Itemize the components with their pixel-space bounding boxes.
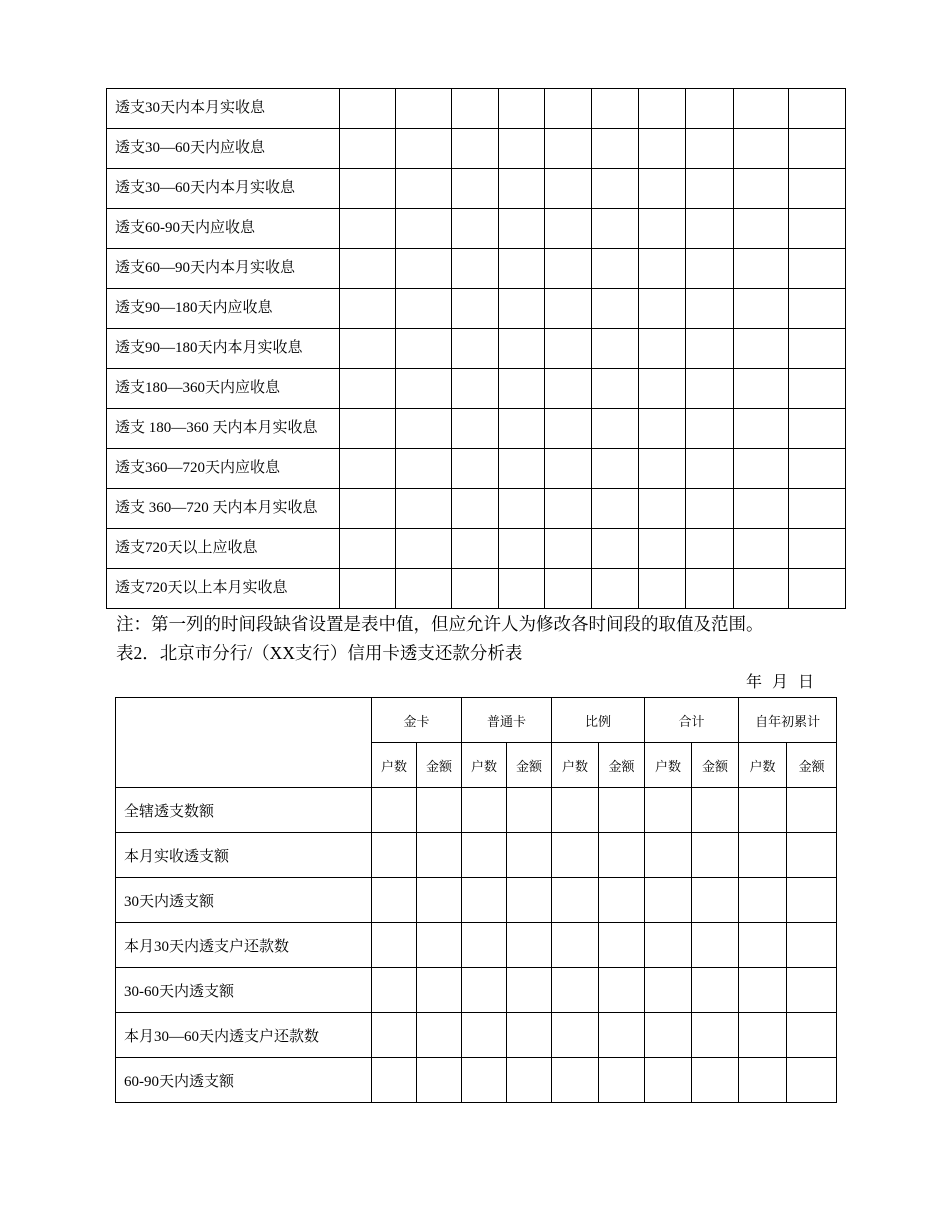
group-header-standard-card: 普通卡 [462,698,552,743]
data-cell [592,529,639,569]
table-row [116,1013,837,1058]
table-row [107,249,846,289]
table-row [107,289,846,329]
data-cell [545,249,592,289]
data-cell [592,129,639,169]
data-cell [340,329,396,369]
row-label: 60-90天内透支额 [116,1058,372,1103]
data-cell [639,529,686,569]
data-cell [340,569,396,609]
data-cell [462,878,507,923]
data-cell [592,449,639,489]
data-cell [552,833,599,878]
data-cell [686,489,734,529]
data-cell [372,1013,417,1058]
row-label: 透支30—60天内应收息 [107,129,340,169]
data-cell [417,833,462,878]
data-cell [340,249,396,289]
data-cell [686,409,734,449]
data-cell [340,289,396,329]
data-cell [462,968,507,1013]
row-label: 透支 180—360 天内本月实收息 [107,409,340,449]
data-cell [499,369,545,409]
data-cell [552,1058,599,1103]
data-cell [592,209,639,249]
subheader-amount: 金额 [692,743,739,788]
data-cell [340,89,396,129]
subheader-amount: 金额 [417,743,462,788]
data-cell [789,409,846,449]
data-cell [599,968,645,1013]
data-cell [599,923,645,968]
data-cell [734,449,789,489]
data-cell [787,923,837,968]
data-cell [507,1058,552,1103]
data-cell [552,788,599,833]
data-cell [417,923,462,968]
data-cell [692,1013,739,1058]
table-row [116,878,837,923]
data-cell [592,409,639,449]
data-cell [545,329,592,369]
data-cell [639,89,686,129]
subheader-amount: 金额 [507,743,552,788]
data-cell [499,169,545,209]
data-cell [452,289,499,329]
data-cell [340,169,396,209]
data-cell [734,569,789,609]
data-cell [452,89,499,129]
data-cell [499,89,545,129]
data-cell [686,569,734,609]
data-cell [372,1058,417,1103]
data-cell [739,833,787,878]
data-cell [462,923,507,968]
data-cell [686,369,734,409]
data-cell [645,923,692,968]
data-cell [639,409,686,449]
data-cell [789,569,846,609]
data-cell [789,209,846,249]
group-header-ytd: 自年初累计 [739,698,837,743]
data-cell [545,129,592,169]
data-cell [417,968,462,1013]
data-cell [499,249,545,289]
data-cell [499,489,545,529]
data-cell [417,788,462,833]
data-cell [686,529,734,569]
data-cell [417,878,462,923]
data-cell [499,529,545,569]
data-cell [599,833,645,878]
data-cell [452,369,499,409]
data-cell [789,89,846,129]
subheader-count: 户数 [645,743,692,788]
data-cell [592,569,639,609]
data-cell [592,329,639,369]
data-cell [686,89,734,129]
data-cell [789,489,846,529]
data-cell [787,788,837,833]
data-cell [645,878,692,923]
data-cell [787,833,837,878]
data-cell [686,209,734,249]
data-cell [507,878,552,923]
subheader-count: 户数 [372,743,417,788]
data-cell [499,409,545,449]
data-cell [552,968,599,1013]
data-cell [499,449,545,489]
data-cell [692,878,739,923]
data-cell [340,369,396,409]
group-header-ratio: 比例 [552,698,645,743]
data-cell [396,569,452,609]
table-row [107,169,846,209]
data-cell [545,529,592,569]
data-cell [507,923,552,968]
data-cell [396,409,452,449]
data-cell [452,409,499,449]
table-note: 注：第一列的时间段缺省设置是表中值，但应允许人为修改各时间段的取值及范围。 [116,614,764,634]
data-cell [692,968,739,1013]
row-label: 透支60—90天内本月实收息 [107,249,340,289]
data-cell [734,529,789,569]
data-cell [645,788,692,833]
data-cell [686,169,734,209]
data-cell [692,788,739,833]
data-cell [452,449,499,489]
data-cell [372,923,417,968]
data-cell [592,369,639,409]
data-cell [686,329,734,369]
data-cell [545,289,592,329]
data-cell [739,923,787,968]
data-cell [552,923,599,968]
data-cell [552,878,599,923]
data-cell [452,249,499,289]
data-cell [545,449,592,489]
data-cell [462,788,507,833]
data-cell [396,449,452,489]
row-label: 透支720天以上本月实收息 [107,569,340,609]
table-row [116,968,837,1013]
row-label: 本月30天内透支户还款数 [116,923,372,968]
data-cell [592,489,639,529]
data-cell [789,249,846,289]
table-row [107,369,846,409]
data-cell [787,968,837,1013]
data-cell [734,329,789,369]
data-cell [639,169,686,209]
data-cell [645,1058,692,1103]
data-cell [645,1013,692,1058]
data-cell [599,788,645,833]
group-header-gold-card: 金卡 [372,698,462,743]
data-cell [507,968,552,1013]
data-cell [787,1058,837,1103]
data-cell [372,968,417,1013]
data-cell [639,569,686,609]
data-cell [396,89,452,129]
data-cell [639,249,686,289]
data-cell [592,169,639,209]
data-cell [692,1058,739,1103]
table2-header-row [116,698,837,743]
data-cell [789,289,846,329]
date-line: 年 月 日 [746,674,815,691]
data-cell [789,369,846,409]
data-cell [462,1013,507,1058]
table-row [107,329,846,369]
row-label: 透支360—720天内应收息 [107,449,340,489]
row-label: 30-60天内透支额 [116,968,372,1013]
data-cell [734,169,789,209]
data-cell [372,833,417,878]
data-cell [734,129,789,169]
table-row [116,923,837,968]
data-cell [645,968,692,1013]
data-cell [787,878,837,923]
data-cell [789,449,846,489]
row-label: 全辖透支数额 [116,788,372,833]
data-cell [396,209,452,249]
data-cell [599,1058,645,1103]
subheader-count: 户数 [462,743,507,788]
overdraft-interest-table [106,88,846,609]
data-cell [499,569,545,609]
data-cell [599,878,645,923]
table-row [116,833,837,878]
data-cell [452,209,499,249]
table-row [107,89,846,129]
data-cell [739,1013,787,1058]
data-cell [692,923,739,968]
data-cell [545,409,592,449]
data-cell [789,169,846,209]
data-cell [452,169,499,209]
table-row [107,209,846,249]
group-header-total: 合计 [645,698,739,743]
data-cell [734,409,789,449]
data-cell [396,129,452,169]
data-cell [639,289,686,329]
data-cell [499,289,545,329]
repayment-analysis-table [115,697,837,1103]
data-cell [552,1013,599,1058]
subheader-count: 户数 [552,743,599,788]
data-cell [340,409,396,449]
row-label: 透支180—360天内应收息 [107,369,340,409]
table-row [107,129,846,169]
row-label: 透支 360—720 天内本月实收息 [107,489,340,529]
data-cell [507,833,552,878]
table-row [107,569,846,609]
data-cell [692,833,739,878]
row-label: 本月30—60天内透支户还款数 [116,1013,372,1058]
data-cell [372,878,417,923]
data-cell [499,209,545,249]
data-cell [592,249,639,289]
subheader-count: 户数 [739,743,787,788]
row-label: 透支90—180天内应收息 [107,289,340,329]
data-cell [734,249,789,289]
data-cell [340,129,396,169]
row-label: 透支90—180天内本月实收息 [107,329,340,369]
data-cell [545,569,592,609]
data-cell [639,369,686,409]
row-label: 透支720天以上应收息 [107,529,340,569]
table2-corner-cell [116,698,372,788]
data-cell [734,289,789,329]
data-cell [396,489,452,529]
row-label: 透支30天内本月实收息 [107,89,340,129]
data-cell [739,878,787,923]
data-cell [545,169,592,209]
data-cell [499,329,545,369]
subheader-amount: 金额 [787,743,837,788]
data-cell [639,329,686,369]
data-cell [734,89,789,129]
data-cell [396,529,452,569]
data-cell [739,968,787,1013]
data-cell [340,449,396,489]
data-cell [462,833,507,878]
data-cell [599,1013,645,1058]
data-cell [739,788,787,833]
row-label: 本月实收透支额 [116,833,372,878]
data-cell [645,833,692,878]
data-cell [686,129,734,169]
data-cell [417,1058,462,1103]
table-row [116,1058,837,1103]
data-cell [340,489,396,529]
data-cell [499,129,545,169]
data-cell [734,369,789,409]
data-cell [417,1013,462,1058]
data-cell [639,449,686,489]
data-cell [592,89,639,129]
data-cell [396,369,452,409]
data-cell [789,329,846,369]
data-cell [739,1058,787,1103]
data-cell [396,329,452,369]
data-cell [396,169,452,209]
table2-title: 表2．北京市分行/（XX支行）信用卡透支还款分析表 [116,643,523,663]
data-cell [452,329,499,369]
data-cell [545,89,592,129]
data-cell [592,289,639,329]
table-row [116,788,837,833]
subheader-amount: 金额 [599,743,645,788]
data-cell [396,289,452,329]
data-cell [507,788,552,833]
data-cell [340,529,396,569]
data-cell [396,249,452,289]
data-cell [452,529,499,569]
row-label: 30天内透支额 [116,878,372,923]
data-cell [452,569,499,609]
data-cell [686,289,734,329]
data-cell [789,129,846,169]
data-cell [686,249,734,289]
data-cell [452,129,499,169]
table-row [107,449,846,489]
data-cell [734,209,789,249]
table-row [107,489,846,529]
data-cell [639,129,686,169]
data-cell [686,449,734,489]
data-cell [545,489,592,529]
table-row [107,409,846,449]
data-cell [639,489,686,529]
row-label: 透支60-90天内应收息 [107,209,340,249]
data-cell [734,489,789,529]
data-cell [789,529,846,569]
data-cell [507,1013,552,1058]
data-cell [787,1013,837,1058]
data-cell [545,209,592,249]
data-cell [545,369,592,409]
data-cell [639,209,686,249]
data-cell [340,209,396,249]
data-cell [462,1058,507,1103]
table-row [107,529,846,569]
row-label: 透支30—60天内本月实收息 [107,169,340,209]
data-cell [452,489,499,529]
data-cell [372,788,417,833]
